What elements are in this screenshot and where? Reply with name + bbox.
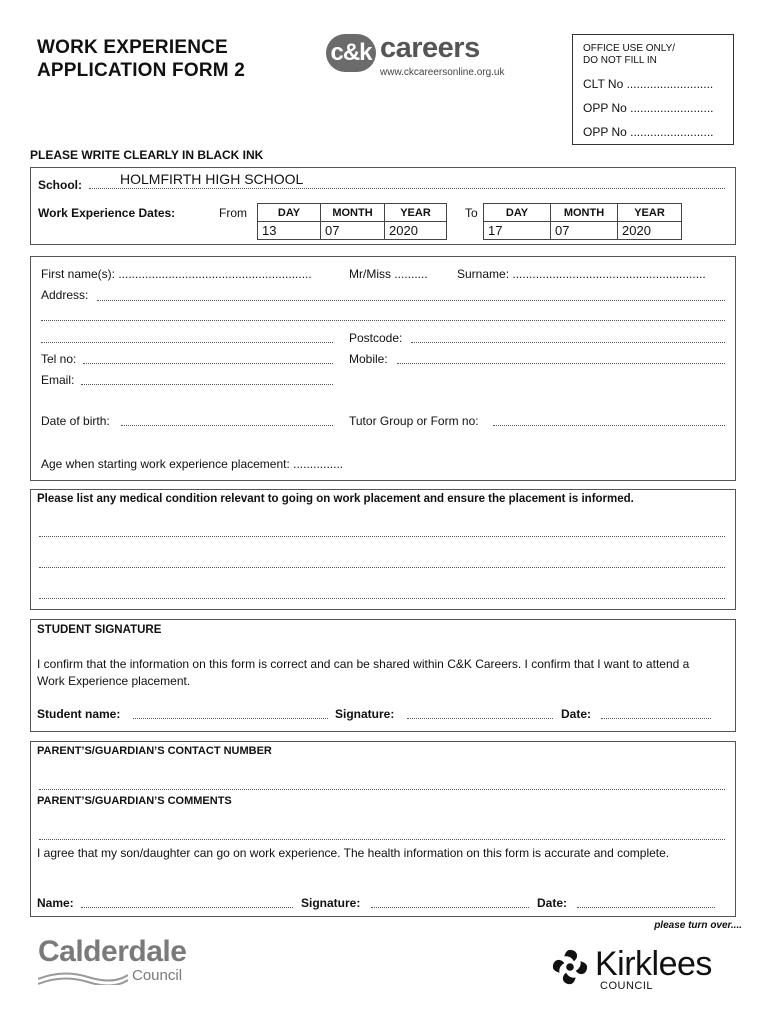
ink-instruction: PLEASE WRITE CLEARLY IN BLACK INK <box>30 148 264 162</box>
from-month-header: MONTH <box>321 204 385 222</box>
school-label: School: <box>38 178 83 192</box>
parent-contact-dots[interactable] <box>39 789 725 790</box>
student-name-dots[interactable] <box>133 718 328 719</box>
to-label: To <box>465 206 478 220</box>
to-day-value[interactable]: 17 <box>484 222 551 240</box>
student-confirm-text: I confirm that the information on this form is correct and can be shared within C&K Careers. I confirm that I want to attend a Work Experience placement. <box>37 657 690 688</box>
office-opp-line-2: OPP No ......................... <box>583 125 714 139</box>
parent-agree-text: I agree that my son/daughter can go on work experience. The health information on this form is accurate and complete. <box>37 846 670 860</box>
tel-label: Tel no: <box>41 352 77 366</box>
from-day-header: DAY <box>258 204 321 222</box>
office-opp-line-1: OPP No ......................... <box>583 101 714 115</box>
mobile-label: Mobile: <box>349 352 388 366</box>
medical-dots-1[interactable] <box>39 536 725 537</box>
parent-date-dots[interactable] <box>577 907 715 908</box>
calderdale-sub: Council <box>132 967 183 984</box>
calderdale-word: Calderdale <box>38 935 187 968</box>
first-name-field[interactable]: First name(s): .......................................................... <box>41 267 312 281</box>
parent-comments-heading: PARENT’S/GUARDIAN’S COMMENTS <box>37 795 232 807</box>
dates-label: Work Experience Dates: <box>38 206 176 220</box>
parent-signature-label: Signature: <box>301 896 361 910</box>
tel-dots[interactable] <box>83 363 333 364</box>
from-date-table <box>257 203 447 240</box>
office-use-box <box>572 34 734 145</box>
office-clt-line: CLT No .......................... <box>583 77 714 91</box>
medical-heading: Please list any medical condition relevant to going on work placement and ensure the placement is informed. <box>37 493 634 505</box>
postcode-label: Postcode: <box>349 331 403 345</box>
medical-dots-3[interactable] <box>39 598 725 599</box>
student-signature-label: Signature: <box>335 707 395 721</box>
dob-label: Date of birth: <box>41 414 110 428</box>
parent-signature-dots[interactable] <box>371 907 529 908</box>
parent-date-label: Date: <box>537 896 568 910</box>
kirklees-word: Kirklees <box>595 945 712 983</box>
form-title <box>37 36 245 82</box>
from-label: From <box>219 206 247 220</box>
to-date-table <box>483 203 682 240</box>
school-value[interactable]: HOLMFIRTH HIGH SCHOOL <box>120 171 304 187</box>
to-year-value[interactable]: 2020 <box>618 222 682 240</box>
calderdale-logo <box>38 935 198 990</box>
address-dots-1[interactable] <box>97 300 725 301</box>
ck-logo-word: careers <box>380 32 480 64</box>
form-title-line2: APPLICATION FORM 2 <box>37 60 246 81</box>
parent-name-label: Name: <box>37 896 74 910</box>
address-dots-2[interactable] <box>41 320 725 321</box>
office-heading-2: DO NOT FILL IN <box>583 55 657 66</box>
from-year-header: YEAR <box>385 204 447 222</box>
address-dots-3[interactable] <box>41 342 333 343</box>
student-date-dots[interactable] <box>601 718 711 719</box>
personal-details-section <box>30 256 736 481</box>
email-label: Email: <box>41 373 75 387</box>
office-heading-1: OFFICE USE ONLY/ <box>583 43 676 54</box>
parent-section <box>30 741 736 917</box>
medical-section <box>30 489 736 610</box>
tutor-label: Tutor Group or Form no: <box>349 414 479 428</box>
title-field[interactable]: Mr/Miss .......... <box>349 267 428 281</box>
school-dates-section <box>30 167 736 245</box>
tutor-dots[interactable] <box>493 425 725 426</box>
student-name-label: Student name: <box>37 707 121 721</box>
kirklees-swirl-icon <box>551 948 589 986</box>
student-signature-dots[interactable] <box>407 718 553 719</box>
parent-name-dots[interactable] <box>81 907 293 908</box>
to-year-header: YEAR <box>618 204 682 222</box>
calderdale-wave-icon <box>38 969 128 985</box>
address-label: Address: <box>41 288 89 302</box>
medical-dots-2[interactable] <box>39 567 725 568</box>
turn-over-note: please turn over.... <box>654 920 742 931</box>
surname-field[interactable]: Surname: .......................................................... <box>457 267 706 281</box>
from-day-value[interactable]: 13 <box>258 222 321 240</box>
ck-careers-logo <box>322 32 522 88</box>
school-dots <box>89 188 725 189</box>
ck-logo-badge: c&k <box>326 34 376 72</box>
from-month-value[interactable]: 07 <box>321 222 385 240</box>
postcode-dots[interactable] <box>411 342 725 343</box>
to-day-header: DAY <box>484 204 551 222</box>
email-dots[interactable] <box>81 384 333 385</box>
parent-contact-heading: PARENT’S/GUARDIAN’S CONTACT NUMBER <box>37 745 272 757</box>
kirklees-sub: COUNCIL <box>600 980 654 992</box>
mobile-dots[interactable] <box>397 363 725 364</box>
to-month-value[interactable]: 07 <box>551 222 618 240</box>
from-year-value[interactable]: 2020 <box>385 222 447 240</box>
to-month-header: MONTH <box>551 204 618 222</box>
ck-logo-url: www.ckcareersonline.org.uk <box>380 67 505 78</box>
student-date-label: Date: <box>561 707 592 721</box>
dob-dots[interactable] <box>121 425 333 426</box>
student-signature-section <box>30 619 736 732</box>
kirklees-logo <box>548 945 743 1000</box>
age-field[interactable]: Age when starting work experience placement: ............... <box>41 457 344 471</box>
form-title-line1: WORK EXPERIENCE <box>37 37 228 58</box>
parent-comments-dots[interactable] <box>39 839 725 840</box>
student-heading: STUDENT SIGNATURE <box>37 624 162 636</box>
